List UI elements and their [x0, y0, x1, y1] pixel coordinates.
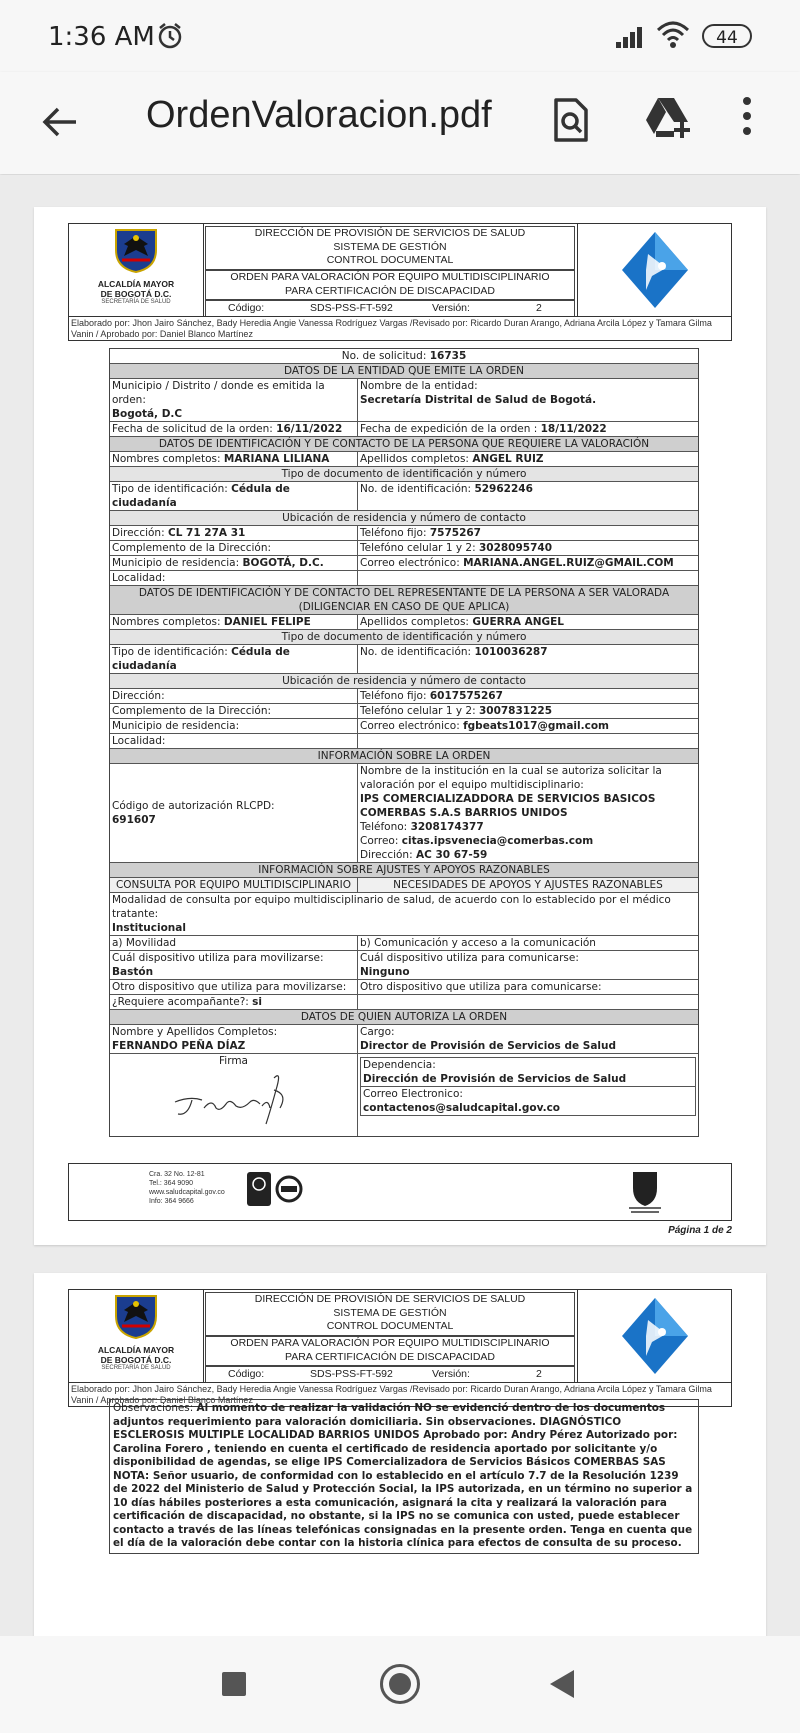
header-line-3: CONTROL DOCUMENTAL: [326, 1320, 454, 1332]
aut-nombre-value: FERNANDO PEÑA DÍAZ: [112, 1040, 246, 1052]
salud-logo-icon: [578, 1290, 732, 1382]
rep-no-id-label: No. de identificación:: [360, 646, 472, 658]
version-label: Versión:: [432, 302, 470, 314]
rep-mun-res-cell: Municipio de residencia:: [110, 719, 358, 733]
rep-apellidos-value: GUERRA ANGEL: [472, 616, 564, 628]
fecha-exp-value: 18/11/2022: [540, 423, 607, 435]
disp-com-value: Ninguno: [360, 966, 410, 978]
tel-fijo-value: 7575267: [429, 527, 481, 539]
ips-tel-label: Teléfono:: [360, 821, 408, 833]
form-title-1: ORDEN PARA VALORACIÓN POR EQUIPO MULTIDISCIPLINARIO: [230, 271, 550, 283]
observaciones-label: Observaciones:: [113, 1402, 194, 1414]
section-info-orden: INFORMACIÓN SOBRE LA ORDEN: [110, 749, 698, 763]
alarm-icon: [156, 22, 184, 50]
rep-no-id-cell: [358, 645, 698, 673]
localidad-cell: Localidad:: [110, 571, 358, 585]
coat-of-arms-icon: [112, 1294, 160, 1340]
municipio-label: Municipio / Distrito / donde es emitida la orden:: [112, 380, 325, 406]
alcaldia-text-1: ALCALDÍA MAYOR: [97, 1345, 175, 1355]
direccion-cell: [110, 526, 358, 540]
rep-tel-fijo-cell: [358, 689, 698, 703]
footer-addr-1: Cra. 32 No. 12-81: [149, 1171, 205, 1178]
header-line-1: DIRECCIÓN DE PROVISIÓN DE SERVICIOS DE SALUD: [254, 227, 526, 239]
otro-com-cell: Otro dispositivo que utiliza para comunicarse:: [360, 981, 602, 993]
version-value: 2: [536, 1368, 542, 1380]
direccion-label: Dirección:: [112, 527, 165, 539]
battery-indicator: 44: [702, 24, 752, 48]
status-time: 1:36 AM: [48, 22, 155, 52]
cargo-value: Director de Provisión de Servicios de Salud: [360, 1040, 616, 1052]
aut-nombre-cell: [110, 1025, 358, 1053]
section-persona: DATOS DE IDENTIFICACIÓN Y DE CONTACTO DE LA PERSONA QUE REQUIERE LA VALORACIÓN: [110, 437, 698, 451]
pdf-page-1: [34, 207, 766, 1245]
ips-intro: Nombre de la institución en la cual se autoriza solicitar la valoración por el equipo multidisciplinario:: [360, 765, 662, 791]
fecha-exp-cell: [358, 422, 698, 436]
ubicacion-header: Ubicación de residencia y número de contacto: [110, 511, 698, 525]
header-center: [203, 224, 577, 316]
entidad-value: Secretaría Distrital de Salud de Bogotá.: [360, 394, 597, 406]
nombres-value: MARIANA LILIANA: [223, 453, 330, 465]
tipo-id-label: Tipo de identificación:: [112, 483, 228, 495]
back-button-icon[interactable]: [550, 1670, 574, 1698]
localidad-empty: [358, 571, 698, 585]
disp-com-label: Cuál dispositivo utiliza para comunicarse:: [360, 952, 579, 964]
dependencia-value: Dirección de Provisión de Servicios de Salud: [363, 1073, 627, 1085]
code-value: SDS-PSS-FT-592: [310, 1368, 393, 1380]
ips-cell: [358, 764, 698, 862]
complemento-cell: Complemento de la Dirección:: [110, 541, 358, 555]
movilidad-cell: a) Movilidad: [110, 936, 358, 950]
ips-dir-value: AC 30 67-59: [415, 849, 488, 861]
acomp-empty: [358, 995, 698, 1009]
rep-ubicacion-header: Ubicación de residencia y número de contacto: [110, 674, 698, 688]
dependencia-box: [360, 1057, 696, 1087]
ips-dir-label: Dirección:: [360, 849, 413, 861]
otro-mov-cell: Otro dispositivo que utiliza para movilizarse:: [110, 980, 358, 994]
aut-nombre-label: Nombre y Apellidos Completos:: [112, 1026, 278, 1038]
mun-res-value: BOGOTÁ, D.C.: [242, 557, 324, 569]
apellidos-value: ANGEL RUIZ: [472, 453, 544, 465]
acomp-label: ¿Requiere acompañante?:: [112, 996, 249, 1008]
apellidos-cell: [358, 452, 698, 466]
order-form: [109, 348, 699, 1137]
rep-nombres-value: DANIEL FELIPE: [223, 616, 311, 628]
alcaldia-text-2: DE BOGOTÁ D.C.: [100, 1355, 172, 1365]
disp-mov-cell: [110, 951, 358, 979]
firma-label: Firma: [219, 1055, 248, 1067]
rep-nombres-cell: [110, 615, 358, 629]
signature-image: [170, 1068, 300, 1128]
municipio-cell: [110, 379, 358, 421]
rep-tipo-id-label: Tipo de identificación:: [112, 646, 228, 658]
code-value: SDS-PSS-FT-592: [310, 302, 393, 314]
alcaldia-text-2: DE BOGOTÁ D.C.: [100, 289, 172, 299]
correo-aut-label: Correo Electronico:: [363, 1088, 463, 1100]
no-id-label: No. de identificación:: [360, 483, 472, 495]
no-id-value: 52962246: [474, 483, 533, 495]
find-in-document-icon[interactable]: [550, 96, 592, 144]
code-label: Código:: [228, 302, 265, 314]
nombres-cell: [110, 452, 358, 466]
rep-correo-label: Correo electrónico:: [360, 720, 460, 732]
firma-cell: [110, 1054, 358, 1136]
rep-direccion-cell: Dirección:: [110, 689, 358, 703]
rep-correo-value: fgbeats1017@gmail.com: [463, 720, 610, 732]
cargo-cell: [358, 1025, 698, 1053]
footer-addr-3: www.saludcapital.gov.co: [149, 1189, 225, 1196]
alcaldia-logo: [69, 224, 204, 316]
code-label: Código:: [228, 1368, 265, 1380]
rep-celular-value: 3007831225: [478, 705, 553, 717]
wifi-icon: [656, 20, 690, 50]
rep-tipo-id-value: Cédula de ciudadanía: [112, 646, 290, 672]
fecha-exp-label: Fecha de expedición de la orden :: [360, 423, 538, 435]
tel-fijo-label: Teléfono fijo:: [360, 527, 427, 539]
version-value: 2: [536, 302, 542, 314]
document-header: [68, 223, 732, 341]
rep-celular-label: Telefóno celular 1 y 2:: [360, 705, 476, 717]
tel-fijo-cell: [358, 526, 698, 540]
section-autoriza: DATOS DE QUIEN AUTORIZA LA ORDEN: [110, 1010, 698, 1024]
secretaria-text: SECRETARÍA DE SALUD: [101, 299, 171, 305]
salud-logo-icon: [578, 224, 732, 316]
rep-nombres-label: Nombres completos:: [112, 616, 221, 628]
page-footer: [68, 1163, 732, 1221]
header-form-title-2: [205, 1336, 575, 1366]
alcaldia-logo-2: [69, 1290, 204, 1382]
necesidades-header: NECESIDADES DE APOYOS Y AJUSTES RAZONABLES: [358, 878, 698, 892]
header-form-title: [205, 270, 575, 300]
navigation-bar: [0, 1636, 800, 1733]
header-line-2: SISTEMA DE GESTIÓN: [333, 1306, 447, 1319]
elaborado-por: Elaborado por: Jhon Jairo Sánchez, Bady Heredia Angie Vanessa Rodríguez Vargas /Revisado por: Ricardo Duran Arango, Adriana Arcila López y Tamara Gilma Vanin / Aprobado por: Daniel Blanco Martínez: [69, 316, 731, 341]
form-title-2: PARA CERTIFICACIÓN DE DISCAPACIDAD: [284, 1350, 496, 1363]
acomp-cell: [110, 995, 358, 1009]
tipo-id-value: Cédula de ciudadanía: [112, 483, 290, 509]
mun-res-label: Municipio de residencia:: [112, 557, 240, 569]
header-center-2: [203, 1290, 577, 1382]
rep-tel-fijo-value: 6017575267: [429, 690, 503, 702]
correo-value: MARIANA.ANGEL.RUIZ@GMAIL.COM: [463, 557, 674, 569]
rep-tel-fijo-label: Teléfono fijo:: [360, 690, 427, 702]
solicitud-row: [110, 349, 698, 363]
footer-addr-2: Tel.: 364 9090: [149, 1180, 193, 1187]
observaciones-text: Al momento de realizar la validación NO se evidenció dentro de los documentos adjuntos requerimiento para valoración domiciliaria. Sin observaciones. DIAGNÓSTICO ESCLEROSIS MULTIPLE LOCALIDAD BARRIOS UNIDOS Aprobado por: Andry Pérez Autorizado por: Carolina Forero , teniendo en cuenta el certificado de residencia aportado por solicitante y/o disponibilidad de agendas, se elige IPS Comercializadora de Servicios Básicos COMERBAS SAS NOTA: Señor usuario, de conformidad con lo establecido en el artículo 7.7 de la Resolución 1239 de 2022 del Ministerio de Salud y Protección Social, la IPS autorizada, en un término no superior a 10 días hábiles posteriores a esta comunicación, asignará la cita y realizará la valoración para certificación de discapacidad, no obstante, si la IPS no se comunica con usted, puede establecer contacto a través de las líneas telefónicas consignadas en la presente orden. Tenga en cuenta que el día de la valoración debe contar con la historia clínica para efectos de consulta de su proceso.: [113, 1402, 693, 1549]
header-system: [205, 226, 575, 270]
document-title: OrdenValoracion.pdf: [146, 94, 492, 136]
direccion-value: CL 71 27A 31: [167, 527, 246, 539]
celular-label: Telefóno celular 1 y 2:: [360, 542, 476, 554]
modalidad-label: Modalidad de consulta por equipo multidisciplinario de salud, de acuerdo con lo establecido por el médico tratante:: [112, 894, 671, 920]
rep-complemento-cell: Complemento de la Dirección:: [110, 704, 358, 718]
cargo-label: Cargo:: [360, 1026, 395, 1038]
header-line-3: CONTROL DOCUMENTAL: [326, 254, 454, 266]
form-title-1: ORDEN PARA VALORACIÓN POR EQUIPO MULTIDISCIPLINARIO: [230, 1337, 550, 1349]
rep-correo-cell: [358, 719, 698, 733]
footer-coat-of-arms-icon: [625, 1170, 665, 1214]
signal-icon: [616, 24, 648, 48]
ips-dir-row: [360, 848, 696, 862]
ips-tel-value: 3208174377: [410, 821, 484, 833]
document-header-2: [68, 1289, 732, 1407]
acomp-value: si: [252, 996, 263, 1008]
correo-aut-value: contactenos@saludcapital.gov.co: [363, 1102, 561, 1114]
celular-cell: [358, 541, 698, 555]
celular-value: 3028095740: [478, 542, 553, 554]
salud-logo: [577, 224, 732, 316]
ips-correo-label: Correo:: [360, 835, 399, 847]
rep-no-id-value: 1010036287: [474, 646, 548, 658]
more-options-icon[interactable]: [740, 96, 754, 136]
cod-aut-label: Código de autorización RLCPD:: [112, 800, 275, 812]
solicitud-label: No. de solicitud:: [341, 350, 427, 362]
footer-addr-4: Info: 364 9666: [149, 1198, 194, 1205]
section-representante: DATOS DE IDENTIFICACIÓN Y DE CONTACTO DEL REPRESENTANTE DE LA PERSONA A SER VALORADA (DILIGENCIAR EN CASO DE QUE APLICA): [110, 586, 698, 614]
footer-address: [149, 1170, 225, 1206]
correo-cell: [358, 556, 698, 570]
mun-res-cell: [110, 556, 358, 570]
version-label: Versión:: [432, 1368, 470, 1380]
pdf-viewer[interactable]: [0, 175, 800, 1636]
rep-tipo-id-cell: [110, 645, 358, 673]
disp-com-cell: [358, 951, 698, 979]
dependencia-label: Dependencia:: [363, 1059, 436, 1071]
header-system-2: [205, 1292, 575, 1336]
entidad-label: Nombre de la entidad:: [360, 380, 478, 392]
pdf-page-2: [34, 1273, 766, 1636]
header-line-1: DIRECCIÓN DE PROVISIÓN DE SERVICIOS DE SALUD: [254, 1293, 526, 1305]
disp-mov-label: Cuál dispositivo utiliza para movilizarse:: [112, 952, 324, 964]
tipo-doc-header: Tipo de documento de identificación y número: [110, 467, 698, 481]
rep-localidad-empty: [358, 734, 698, 748]
cod-aut-cell: [110, 764, 358, 862]
modalidad-value: Institucional: [112, 922, 186, 934]
alcaldia-text-1: ALCALDÍA MAYOR: [97, 279, 175, 289]
correo-label: Correo electrónico:: [360, 557, 460, 569]
salud-logo-2: [577, 1290, 732, 1382]
page-number: Página 1 de 2: [668, 1225, 732, 1236]
fecha-sol-value: 16/11/2022: [276, 423, 343, 435]
tipo-id-cell: [110, 482, 358, 510]
elaborado-por-2: Elaborado por: Jhon Jairo Sánchez, Bady Heredia Angie Vanessa Rodríguez Vargas /Revisado por: Ricardo Duran Arango, Adriana Arcila López y Tamara Gilma Vanin / Aprobado por: Daniel Blanco Martínez: [69, 1382, 731, 1407]
rep-apellidos-label: Apellidos completos:: [360, 616, 469, 628]
header-line-2: SISTEMA DE GESTIÓN: [333, 240, 447, 253]
entidad-cell: [358, 379, 698, 421]
coat-of-arms-icon: [112, 228, 160, 274]
municipio-value: Bogotá, D.C: [112, 408, 183, 420]
solicitud-value: 16735: [429, 350, 467, 362]
fecha-sol-cell: [110, 422, 358, 436]
home-button-icon[interactable]: [380, 1664, 420, 1704]
disp-mov-value: Bastón: [112, 966, 154, 978]
comunicacion-cell: b) Comunicación y acceso a la comunicación: [360, 937, 596, 949]
cod-aut-value: 691607: [112, 814, 156, 826]
recents-button-icon[interactable]: [222, 1672, 246, 1696]
section-ajustes: INFORMACIÓN SOBRE AJUSTES Y APOYOS RAZONABLES: [110, 863, 698, 877]
rep-tipo-doc-header: Tipo de documento de identificación y número: [110, 630, 698, 644]
modalidad-row: [110, 893, 698, 935]
form-title-2: PARA CERTIFICACIÓN DE DISCAPACIDAD: [284, 284, 496, 297]
ips-tel-row: [360, 820, 696, 834]
secretaria-text: SECRETARÍA DE SALUD: [101, 1365, 171, 1371]
correo-aut-box: [360, 1087, 696, 1116]
no-id-cell: [358, 482, 698, 510]
observaciones-box: [109, 1399, 699, 1554]
apellidos-label: Apellidos completos:: [360, 453, 469, 465]
nombres-label: Nombres completos:: [112, 453, 221, 465]
app-bar: [0, 72, 800, 174]
fecha-sol-label: Fecha de solicitud de la orden:: [112, 423, 273, 435]
rep-localidad-cell: Localidad:: [110, 734, 358, 748]
consulta-header: CONSULTA POR EQUIPO MULTIDISCIPLINARIO: [110, 878, 358, 892]
dependencia-cell: [358, 1054, 698, 1136]
rep-apellidos-cell: [358, 615, 698, 629]
status-bar: [0, 0, 800, 72]
ips-correo-value: citas.ipsvenecia@comerbas.com: [401, 835, 594, 847]
section-entidad: DATOS DE LA ENTIDAD QUE EMITE LA ORDEN: [110, 364, 698, 378]
add-to-drive-icon[interactable]: [644, 94, 694, 140]
certification-logos-icon: [245, 1170, 305, 1210]
header-code-row: [205, 300, 575, 317]
header-code-row-2: [205, 1366, 575, 1383]
rep-celular-cell: [358, 704, 698, 718]
back-arrow-icon[interactable]: [38, 100, 82, 144]
ips-name: IPS COMERCIALIZADDORA DE SERVICIOS BASICOS COMERBAS S.A.S BARRIOS UNIDOS: [360, 793, 656, 819]
ips-correo-row: [360, 834, 696, 848]
